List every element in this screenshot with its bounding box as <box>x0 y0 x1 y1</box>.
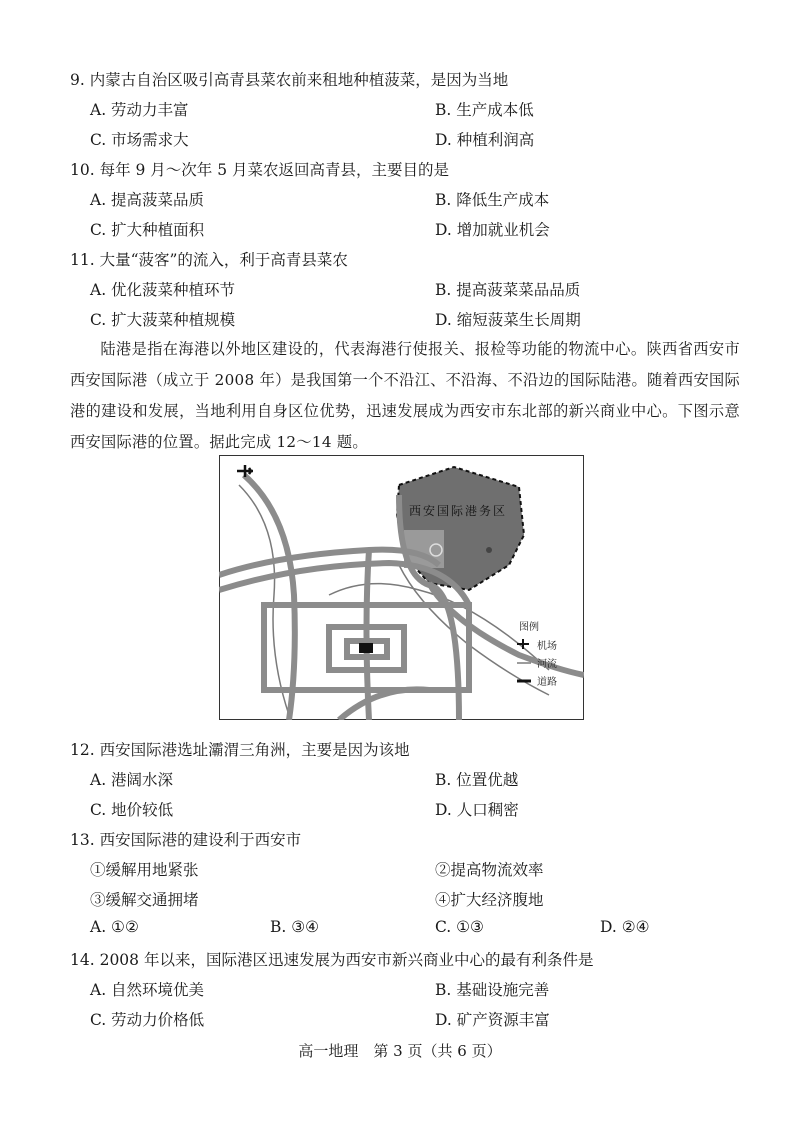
xian-port-map <box>219 455 584 720</box>
q11-option-a: A. 优化菠菜种植环节 <box>90 281 236 299</box>
legend-airport-label: 机场 <box>537 641 557 652</box>
page-footer: 高一地理 第 3 页（共 6 页） <box>298 1042 502 1060</box>
question-12-stem: 12. 西安国际港选址灞渭三角洲，主要是因为该地 <box>70 741 410 759</box>
question-11-stem: 11. 大量“菠客”的流入，利于高青县菜农 <box>70 251 348 269</box>
q14-option-c: C. 劳动力价格低 <box>90 1011 205 1029</box>
q14-option-a: A. 自然环境优美 <box>90 981 205 999</box>
q9-option-b: B. 生产成本低 <box>435 101 534 119</box>
q13-option-d: D. ②④ <box>600 918 650 936</box>
question-10-stem: 10. 每年 9 月～次年 5 月菜农返回高青县，主要目的是 <box>70 161 450 179</box>
q12-option-a: A. 港阔水深 <box>90 771 174 789</box>
q9-option-a: A. 劳动力丰富 <box>90 101 189 119</box>
q13-item-2: ②提高物流效率 <box>435 861 544 879</box>
q12-option-d: D. 人口稠密 <box>435 801 519 819</box>
q13-option-a: A. ①② <box>90 918 139 936</box>
legend-road-label: 道路 <box>537 677 557 688</box>
legend-title: 图例 <box>519 622 539 633</box>
q11-option-c: C. 扩大菠菜种植规模 <box>90 311 236 329</box>
q11-option-d: D. 缩短菠菜生长周期 <box>435 311 581 329</box>
question-13-stem: 13. 西安国际港的建设利于西安市 <box>70 831 302 849</box>
question-14-stem: 14. 2008 年以来，国际港区迅速发展为西安市新兴商业中心的最有利条件是 <box>70 951 594 969</box>
q11-option-b: B. 提高菠菜菜品品质 <box>435 281 581 299</box>
q10-option-c: C. 扩大种植面积 <box>90 221 205 239</box>
q9-option-c: C. 市场需求大 <box>90 131 189 149</box>
q9-option-d: D. 种植利润高 <box>435 131 535 149</box>
q13-item-4: ④扩大经济腹地 <box>435 891 544 909</box>
q14-option-b: B. 基础设施完善 <box>435 981 550 999</box>
question-9-stem: 9. 内蒙古自治区吸引高青县菜农前来租地种植菠菜，是因为当地 <box>70 71 509 89</box>
q13-item-3: ③缓解交通拥堵 <box>90 891 199 909</box>
q12-option-b: B. 位置优越 <box>435 771 519 789</box>
q10-option-a: A. 提高菠菜品质 <box>90 191 205 209</box>
legend-river-label: 河流 <box>537 659 557 670</box>
port-zone-label: 西安国际港务区 <box>409 504 508 518</box>
q14-option-d: D. 矿产资源丰富 <box>435 1011 550 1029</box>
city-center-mark <box>359 643 373 653</box>
q13-item-1: ①缓解用地紧张 <box>90 861 199 879</box>
port-marker-2 <box>486 547 492 553</box>
q10-option-d: D. 增加就业机会 <box>435 221 550 239</box>
q13-option-c: C. ①③ <box>435 918 484 936</box>
q12-option-c: C. 地价较低 <box>90 801 174 819</box>
q13-option-b: B. ③④ <box>270 918 320 936</box>
reading-passage: 陆港是指在海港以外地区建设的，代表海港行使报关、报检等功能的物流中心。陕西省西安市西安国际港（成立于 2008 年）是我国第一个不沿江、不沿海、不沿边的国际陆港。随着西安国际港的建设和发展，当地利用自身区位优势，迅速发展成为西安市东北部的新兴商业中心。下图示意西安国际港的位置。据此完成 12～14 题。 <box>70 340 740 451</box>
q10-option-b: B. 降低生产成本 <box>435 191 550 209</box>
